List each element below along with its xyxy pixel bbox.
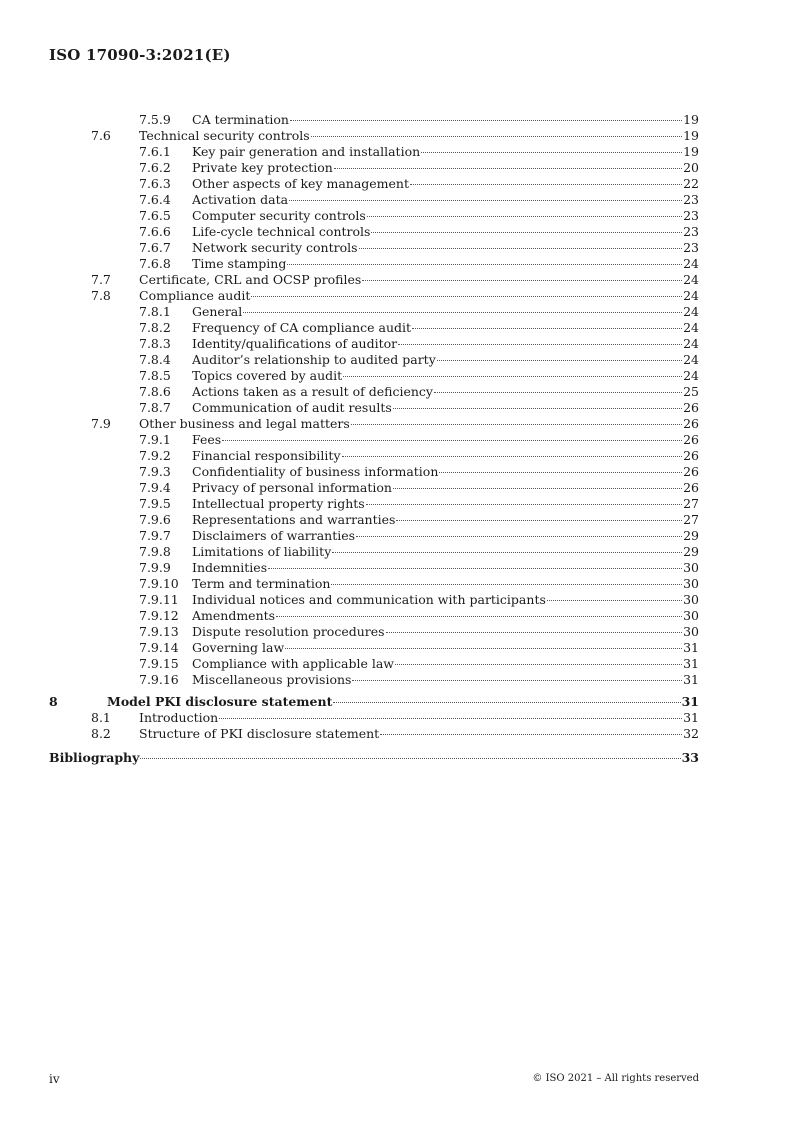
toc-entry-title: Introduction <box>139 710 219 725</box>
copyright-notice: © ISO 2021 – All rights reserved <box>532 1073 699 1084</box>
toc-entry-title: Fees <box>192 432 222 447</box>
toc-entry[interactable] <box>49 480 699 496</box>
toc-entry-number: 7.6.7 <box>139 240 171 255</box>
toc-entry-number: 7.9.3 <box>139 464 171 479</box>
dot-leader <box>351 424 682 425</box>
toc-entry-number: 7.6.5 <box>139 208 171 223</box>
dot-leader <box>380 734 682 735</box>
dot-leader <box>356 536 682 537</box>
toc-entry-number: 7.9.11 <box>139 592 179 607</box>
toc-entry[interactable] <box>49 464 699 480</box>
toc-entry-title: Confidentiality of business information <box>192 464 439 479</box>
dot-leader <box>371 232 682 233</box>
dot-leader <box>331 584 682 585</box>
toc-entry-number: 7.8.4 <box>139 352 171 367</box>
toc-entry-number: 7.8.5 <box>139 368 171 383</box>
toc-entry-number: 7.8.6 <box>139 384 171 399</box>
toc-entry[interactable] <box>49 112 699 128</box>
toc-entry-title: Dispute resolution procedures <box>192 624 385 639</box>
dot-leader <box>333 702 680 703</box>
toc-entry[interactable] <box>49 208 699 224</box>
toc-entry-title: Time stamping <box>192 256 287 271</box>
toc-entry-title: Intellectual property rights <box>192 496 365 511</box>
toc-entry[interactable] <box>49 694 699 710</box>
toc-entry-number: 7.9.9 <box>139 560 171 575</box>
toc-entry-page: 31 <box>683 656 699 671</box>
dot-leader <box>285 648 682 649</box>
toc-entry[interactable] <box>49 528 699 544</box>
toc-entry[interactable] <box>49 272 699 288</box>
toc-entry[interactable] <box>49 384 699 400</box>
toc-entry-number: 7.6.8 <box>139 256 171 271</box>
toc-entry-page: 30 <box>683 576 699 591</box>
toc-entry-number: 7.6.4 <box>139 192 171 207</box>
toc-entry-page: 31 <box>681 694 699 709</box>
toc-entry-title: Private key protection <box>192 160 333 175</box>
toc-entry-page: 23 <box>683 240 699 255</box>
dot-leader <box>396 520 682 521</box>
toc-entry-page: 26 <box>683 432 699 447</box>
toc-entry[interactable] <box>49 320 699 336</box>
toc-entry-page: 24 <box>683 320 699 335</box>
toc-entry[interactable] <box>49 576 699 592</box>
toc-entry-title: Disclaimers of warranties <box>192 528 356 543</box>
toc-entry-title: Model PKI disclosure statement <box>107 694 333 709</box>
toc-entry-page: 26 <box>683 464 699 479</box>
dot-leader <box>140 758 680 759</box>
toc-entry-title: CA termination <box>192 112 289 127</box>
toc-entry-title: Individual notices and communication with participants <box>192 592 546 607</box>
toc-entry[interactable] <box>49 128 699 144</box>
toc-entry-page: 33 <box>681 750 699 765</box>
toc-entry-title-wrap <box>49 128 683 144</box>
toc-entry-number: 7.8 <box>91 288 111 303</box>
toc-entry-number: 7.9.13 <box>139 624 179 639</box>
toc-entry[interactable] <box>49 240 699 256</box>
toc-entry-page: 19 <box>683 144 699 159</box>
toc-entry-title: Network security controls <box>192 240 358 255</box>
toc-entry-number: 7.7 <box>91 272 111 287</box>
toc-entry-title: Compliance with applicable law <box>192 656 394 671</box>
dot-leader <box>352 680 682 681</box>
dot-leader <box>359 248 683 249</box>
dot-leader <box>219 718 682 719</box>
toc-entry-page: 31 <box>683 710 699 725</box>
toc-entry-page: 19 <box>683 128 699 143</box>
toc-entry-title: Structure of PKI disclosure statement <box>139 726 380 741</box>
dot-leader <box>289 200 682 201</box>
dot-leader <box>410 184 682 185</box>
toc-entry-title: Life-cycle technical controls <box>192 224 371 239</box>
toc-entry-page: 24 <box>683 368 699 383</box>
toc-entry-number: 7.5.9 <box>139 112 171 127</box>
toc-entry[interactable] <box>49 624 699 640</box>
toc-entry-title: Indemnities <box>192 560 268 575</box>
toc-entry-title: Technical security controls <box>139 128 310 143</box>
toc-entry[interactable] <box>49 512 699 528</box>
toc-entry[interactable] <box>49 560 699 576</box>
toc-entry-number: 7.8.1 <box>139 304 171 319</box>
dot-leader <box>268 568 682 569</box>
toc-entry-title-wrap <box>49 416 683 432</box>
toc-entry-page: 24 <box>683 304 699 319</box>
toc-entry[interactable] <box>49 176 699 192</box>
toc-entry-number: 7.6 <box>91 128 111 143</box>
toc-entry-number: 7.9.4 <box>139 480 171 495</box>
toc-entry-number: 7.9 <box>91 416 111 431</box>
toc-entry-number: 7.8.7 <box>139 400 171 415</box>
dot-leader <box>311 136 682 137</box>
toc-entry-page: 23 <box>683 208 699 223</box>
toc-entry-title: Certificate, CRL and OCSP profiles <box>139 272 362 287</box>
toc-entry[interactable] <box>49 352 699 368</box>
dot-leader <box>290 120 682 121</box>
toc-entry-title: Key pair generation and installation <box>192 144 421 159</box>
dot-leader <box>437 360 682 361</box>
toc-entry-number: 7.9.5 <box>139 496 171 511</box>
toc-entry-page: 24 <box>683 288 699 303</box>
toc-entry-title: Topics covered by audit <box>192 368 343 383</box>
dot-leader <box>332 552 682 553</box>
dot-leader <box>222 440 682 441</box>
toc-entry-number: 7.6.6 <box>139 224 171 239</box>
toc-entry[interactable] <box>49 592 699 608</box>
toc-entry[interactable] <box>49 544 699 560</box>
dot-leader <box>398 344 682 345</box>
toc-entry-title: Miscellaneous provisions <box>192 672 352 687</box>
document-id-header: ISO 17090-3:2021(E) <box>49 46 231 64</box>
toc-entry[interactable] <box>49 336 699 352</box>
toc-entry[interactable] <box>49 496 699 512</box>
toc-entry-title: General <box>192 304 243 319</box>
toc-entry-page: 26 <box>683 416 699 431</box>
toc-entry-number: 7.8.2 <box>139 320 171 335</box>
toc-entry-page: 24 <box>683 352 699 367</box>
toc-entry-title: Frequency of CA compliance audit <box>192 320 412 335</box>
toc-entry-title: Limitations of liability <box>192 544 332 559</box>
dot-leader <box>421 152 682 153</box>
toc-entry[interactable] <box>49 224 699 240</box>
toc-entry-page: 32 <box>683 726 699 741</box>
toc-entry-page: 27 <box>683 496 699 511</box>
toc-entry-number: 8.2 <box>91 726 111 741</box>
toc-entry-page: 30 <box>683 592 699 607</box>
toc-entry-title: Compliance audit <box>139 288 251 303</box>
table-of-contents <box>49 112 699 766</box>
toc-entry-number: 7.9.14 <box>139 640 179 655</box>
toc-entry-number: 7.9.16 <box>139 672 179 687</box>
toc-entry-page: 24 <box>683 336 699 351</box>
toc-entry-number: 8.1 <box>91 710 111 725</box>
toc-entry-page: 30 <box>683 560 699 575</box>
toc-entry[interactable] <box>49 640 699 656</box>
toc-entry-page: 20 <box>683 160 699 175</box>
toc-entry-title: Representations and warranties <box>192 512 396 527</box>
toc-entry[interactable] <box>49 656 699 672</box>
toc-entry[interactable] <box>49 710 699 726</box>
toc-entry-title-wrap <box>49 750 682 766</box>
dot-leader <box>343 376 682 377</box>
toc-entry-page: 24 <box>683 272 699 287</box>
toc-entry-page: 31 <box>683 640 699 655</box>
toc-entry-title-wrap <box>49 272 683 288</box>
toc-entry-title: Privacy of personal information <box>192 480 392 495</box>
toc-entry-number: 8 <box>49 694 58 709</box>
toc-entry-page: 30 <box>683 624 699 639</box>
toc-entry-page: 27 <box>683 512 699 527</box>
toc-entry-number: 7.6.3 <box>139 176 171 191</box>
dot-leader <box>393 408 682 409</box>
toc-entry[interactable] <box>49 448 699 464</box>
dot-leader <box>367 216 682 217</box>
toc-entry-number: 7.9.1 <box>139 432 171 447</box>
dot-leader <box>243 312 682 313</box>
toc-entry-title: Other business and legal matters <box>139 416 350 431</box>
toc-entry-title: Financial responsibility <box>192 448 341 463</box>
toc-entry[interactable] <box>49 192 699 208</box>
toc-entry[interactable] <box>49 304 699 320</box>
toc-entry[interactable] <box>49 144 699 160</box>
dot-leader <box>412 328 682 329</box>
toc-entry-page: 22 <box>683 176 699 191</box>
dot-leader <box>276 616 682 617</box>
toc-entry[interactable] <box>49 368 699 384</box>
toc-entry-number: 7.6.2 <box>139 160 171 175</box>
toc-entry[interactable] <box>49 160 699 176</box>
toc-entry[interactable] <box>49 256 699 272</box>
toc-entry-page: 26 <box>683 480 699 495</box>
toc-entry-page: 25 <box>683 384 699 399</box>
toc-entry[interactable] <box>49 288 699 304</box>
toc-entry-title: Actions taken as a result of deficiency <box>192 384 433 399</box>
dot-leader <box>439 472 682 473</box>
dot-leader <box>362 280 682 281</box>
toc-entry-title: Computer security controls <box>192 208 366 223</box>
toc-entry-number: 7.9.10 <box>139 576 179 591</box>
dot-leader <box>366 504 682 505</box>
toc-entry-page: 30 <box>683 608 699 623</box>
toc-entry-title-wrap <box>49 288 683 304</box>
toc-entry-number: 7.9.8 <box>139 544 171 559</box>
toc-entry-title: Identity/qualifications of auditor <box>192 336 398 351</box>
page-number: iv <box>49 1072 60 1086</box>
toc-entry-number: 7.9.15 <box>139 656 179 671</box>
toc-entry-title: Activation data <box>192 192 289 207</box>
toc-entry-page: 29 <box>683 528 699 543</box>
toc-entry-page: 26 <box>683 400 699 415</box>
dot-leader <box>251 296 682 297</box>
toc-entry-page: 23 <box>683 192 699 207</box>
toc-entry-page: 26 <box>683 448 699 463</box>
toc-entry-title: Term and termination <box>192 576 331 591</box>
toc-entry-title: Governing law <box>192 640 285 655</box>
toc-entry-title: Auditor’s relationship to audited party <box>192 352 436 367</box>
toc-entry-number: 7.9.6 <box>139 512 171 527</box>
toc-entry[interactable] <box>49 432 699 448</box>
toc-entry[interactable] <box>49 400 699 416</box>
toc-entry-number: 7.9.2 <box>139 448 171 463</box>
toc-entry-page: 24 <box>683 256 699 271</box>
toc-entry-number: 7.9.12 <box>139 608 179 623</box>
dot-leader <box>395 664 682 665</box>
toc-entry-number: 7.6.1 <box>139 144 171 159</box>
dot-leader <box>386 632 683 633</box>
toc-entry-title: Bibliography <box>49 750 140 765</box>
toc-entry-page: 31 <box>683 672 699 687</box>
dot-leader <box>342 456 683 457</box>
toc-entry-page: 23 <box>683 224 699 239</box>
toc-entry[interactable] <box>49 416 699 432</box>
dot-leader <box>434 392 682 393</box>
toc-entry-number: 7.9.7 <box>139 528 171 543</box>
toc-entry-title-wrap <box>49 726 683 742</box>
toc-entry-bibliography[interactable] <box>49 750 699 766</box>
toc-entry[interactable] <box>49 726 699 742</box>
toc-entry-title-wrap <box>49 694 682 710</box>
toc-entry-title: Communication of audit results <box>192 400 392 415</box>
toc-entry[interactable] <box>49 672 699 688</box>
toc-entry[interactable] <box>49 608 699 624</box>
toc-entry-page: 19 <box>683 112 699 127</box>
toc-entry-number: 7.8.3 <box>139 336 171 351</box>
dot-leader <box>393 488 682 489</box>
toc-entry-title: Amendments <box>192 608 276 623</box>
dot-leader <box>334 168 682 169</box>
toc-entry-title-wrap <box>49 710 683 726</box>
dot-leader <box>287 264 682 265</box>
toc-entry-title: Other aspects of key management <box>192 176 410 191</box>
toc-entry-page: 29 <box>683 544 699 559</box>
dot-leader <box>547 600 682 601</box>
